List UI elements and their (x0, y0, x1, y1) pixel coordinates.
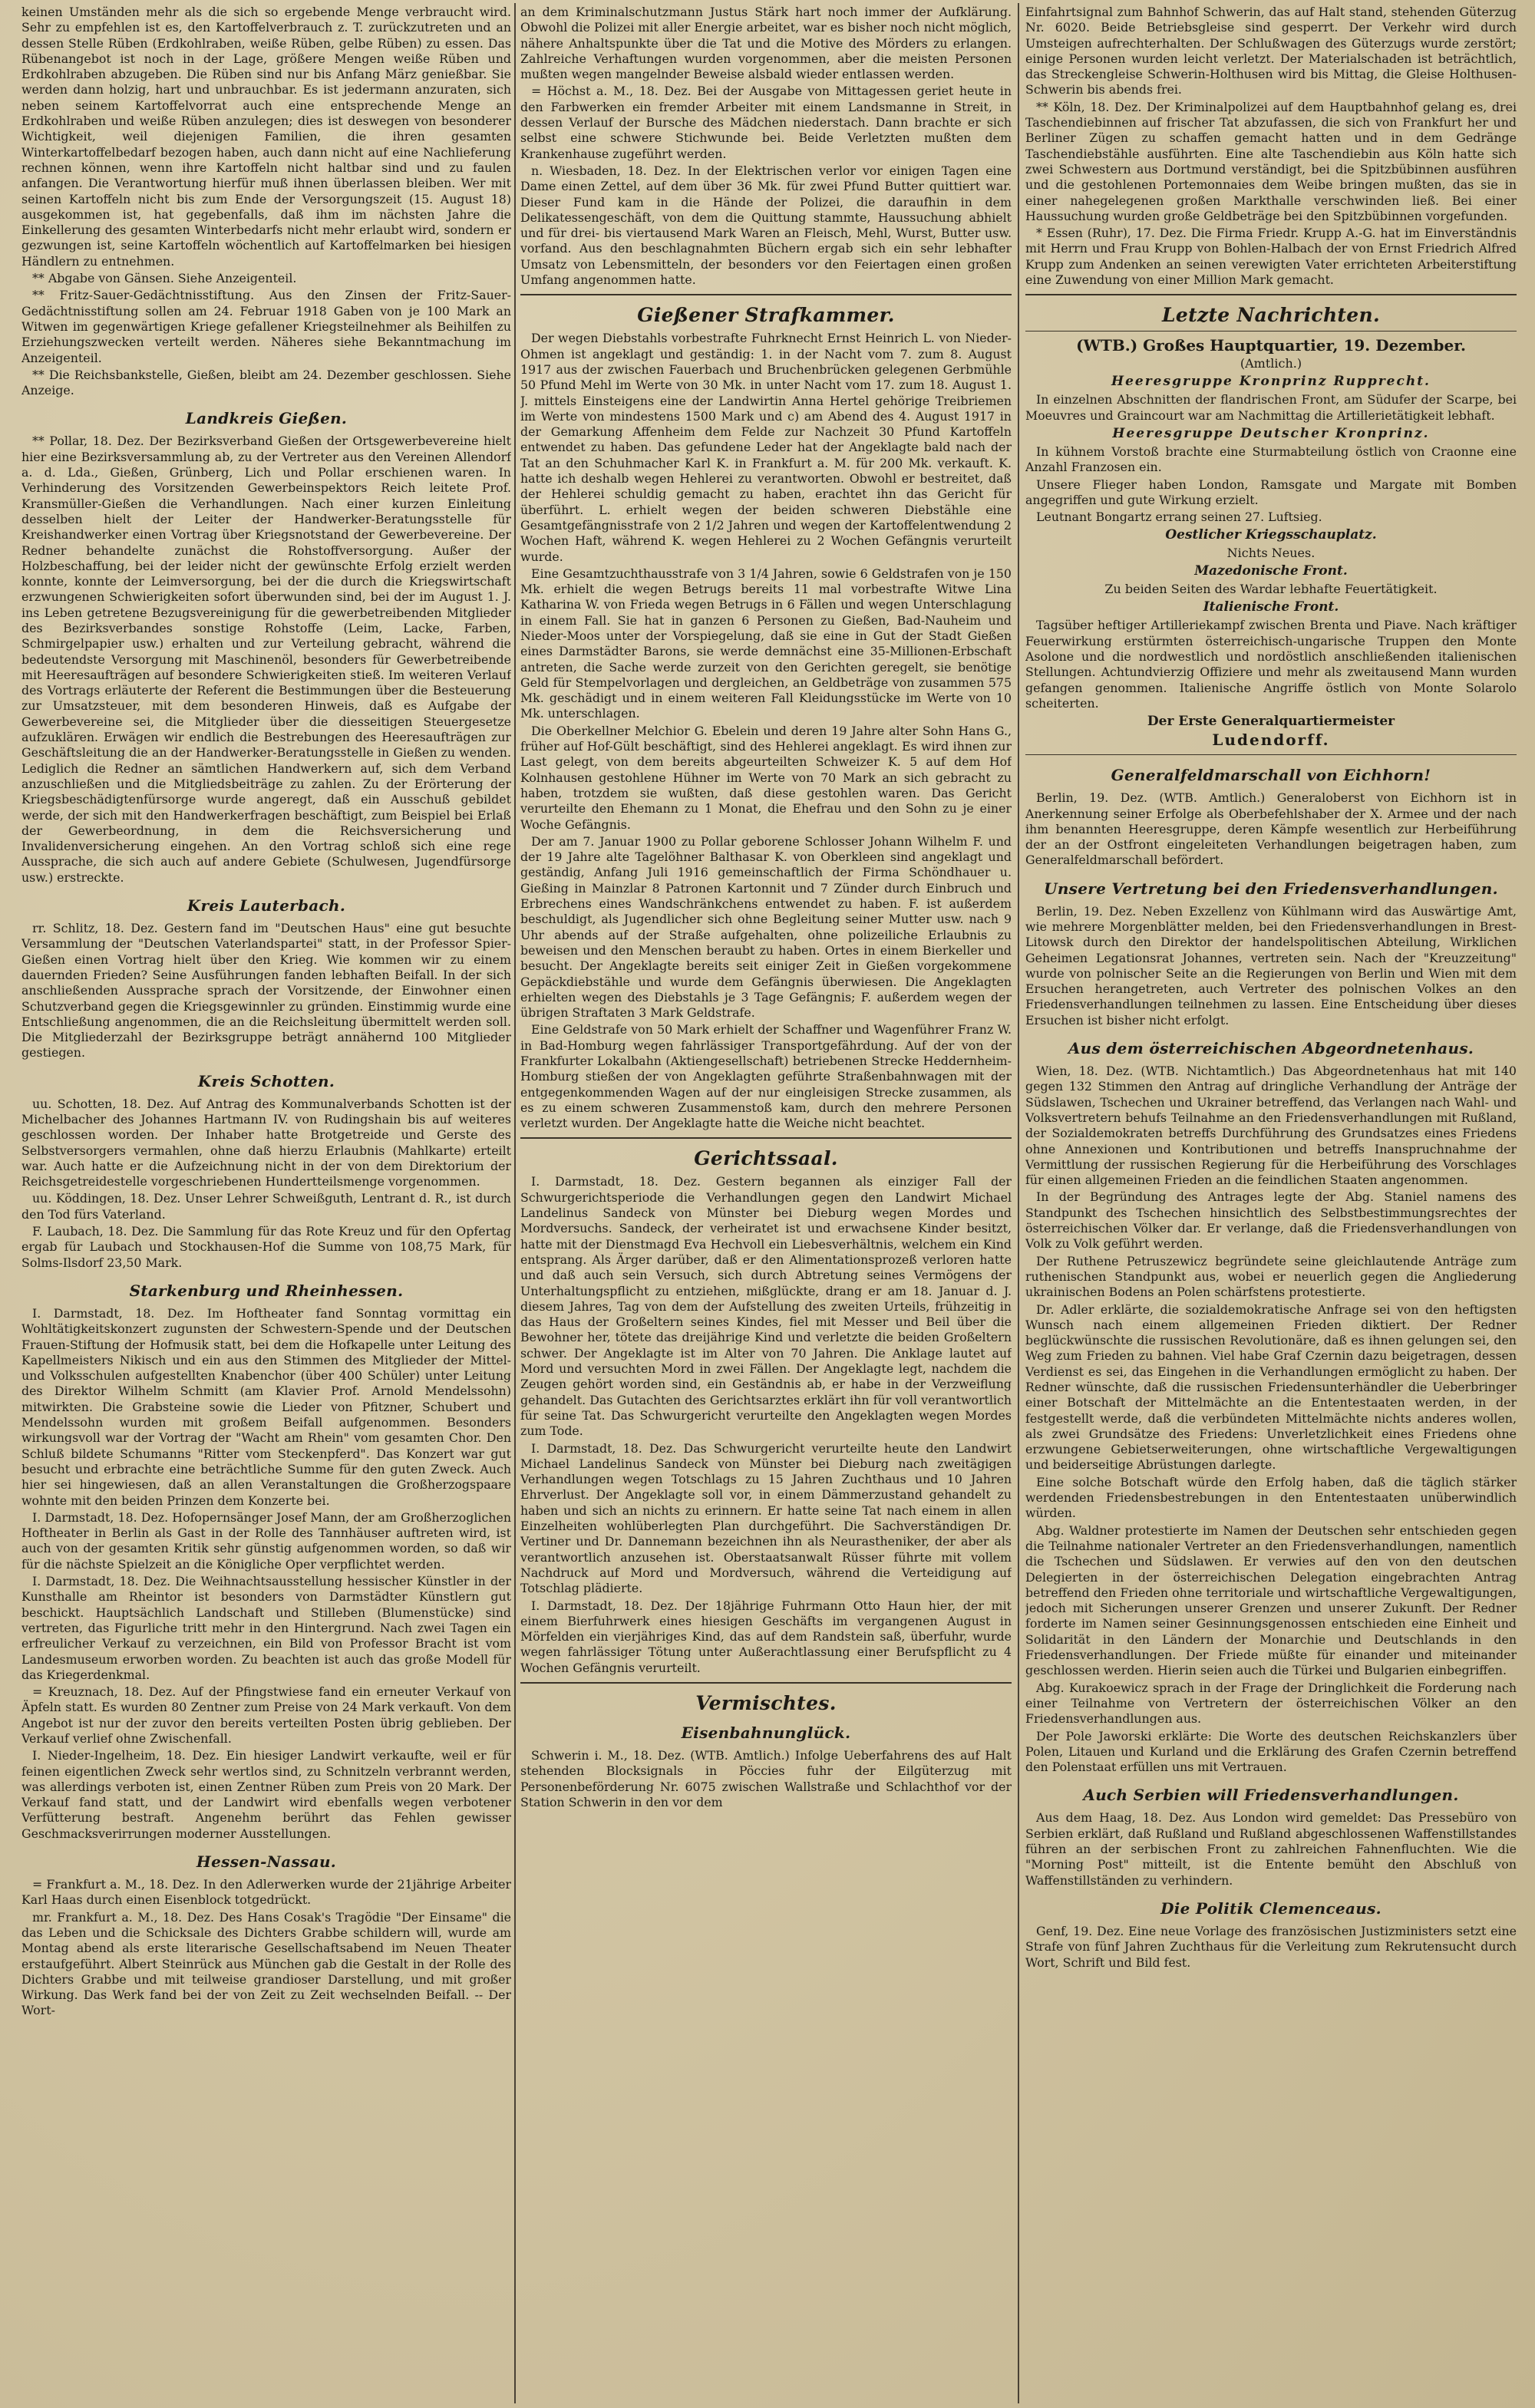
dispatch-text: Zu beiden Seiten des Wardar lebhafte Feuertätigkeit. (1104, 582, 1438, 597)
section-heading: Letzte Nachrichten. (1162, 304, 1380, 327)
article-paragraph: n. Wiesbaden, 18. Dez. In der Elektrischen verlor vor einigen Tagen eine Dame einen Zettel, auf dem über 36 Mk. für zwei Pfund Butter quittiert war. Dieser Fund kam in die Hände der Polizei, die daraufhin in dem Delikatessengeschäft, von dem die Quittung stammte, Haussuchung abhielt und für drei- bis viertausend Mark Waren an Fleisch, Mehl, Wurst, Butter usw. vorfand. Aus den beschlagnahmten Büchern ergab sich ein sehr lebhafter Umsatz von Lebensmitteln, der besonders vor den Feiertagen einen großen Umfang angenommen hatte. (520, 163, 1012, 288)
article-paragraph: Eine solche Botschaft würde den Erfolg haben, daß die täglich stärker werdenden Friedensbestrebungen in den Ententestaaten unüberwindlich würden. (1025, 1474, 1517, 1521)
article-paragraph: = Frankfurt a. M., 18. Dez. In den Adlerwerken wurde der 21jährige Arbeiter Karl Haas durch einen Eisenblock totgedrückt. (21, 1877, 511, 1908)
column-1 (21, 5, 511, 2403)
article-paragraph: * Essen (Ruhr), 17. Dez. Die Firma Friedr. Krupp A.-G. hat im Einverständnis mit Herrn und Frau Krupp von Bohlen-Halbach der von Ernst Friedrich Alfred Krupp zum Andenken an seinen verewigten Vater errichteten Arbeiterstiftung eine Zuwendung von einer Million Mark gemacht. (1025, 226, 1517, 288)
section-heading: Gerichtssaal. (694, 1147, 838, 1170)
article-paragraph: Genf, 19. Dez. Eine neue Vorlage des französischen Justizministers setzt eine Strafe von fünf Jahren Zuchthaus für die Verleitung zum Rekrutensucht durch Wort, Schrift und Bild fest. (1025, 1923, 1517, 1970)
section-divider (1025, 294, 1517, 295)
article-paragraph: ** Abgabe von Gänsen. Siehe Anzeigenteil. (32, 271, 297, 286)
column-rule (514, 3, 516, 2403)
article-paragraph: Die Oberkellner Melchior G. Ebelein und deren 19 Jahre alter Sohn Hans G., früher auf Hof-Gült beschäftigt, sind des Hehlerei angeklagt. Es wird ihnen zur Last gelegt, von dem bereits abgeurteilten Schweizer K. 5 auf dem Hof Kolnhausen gestohlene Hühner im Werte von 70 Mark an sich gebracht zu haben, trotzdem sie wußten, daß diese gestohlen waren. Das Gericht verurteilte den Ehemann zu 1 Monat, die Ehefrau und den Sohn zu je einer Woche Gefängnis. (520, 723, 1012, 832)
article-paragraph: Aus dem Haag, 18. Dez. Aus London wird gemeldet: Das Pressebüro von Serbien erklärt, daß Rußland und Rußland abgeschlossenen Waffenstillstandes führen an der serbischen Front zu zahlreichen Fahnenfluchten. Wie die "Morning Post" mitteilt, ist die Entente bemüht den Abschluß von Waffenstillständen zu verhindern. (1025, 1810, 1517, 1888)
section-divider (520, 1137, 1012, 1139)
dispatch-text: In kühnem Vorstoß brachte eine Sturmabteilung östlich von Craonne eine Anzahl Franzosen ein. (1025, 444, 1517, 475)
section-heading: Generalfeldmarschall von Eichhorn! (1111, 766, 1431, 785)
article-paragraph: ** Die Reichsbankstelle, Gießen, bleibt am 24. Dezember geschlossen. Siehe Anzeige. (21, 367, 511, 398)
article-paragraph: Berlin, 19. Dez. (WTB. Amtlich.) Generaloberst von Eichhorn ist in Anerkennung seiner Erfolge als Oberbefehlshaber der X. Armee und der nach ihm benannten Heeresgruppe, deren Kämpfe wesentlich zur Herbeiführung der an der Ostfront eingeleiteten Verhandlungen beigetragen haben, zum Generalfeldmarschall befördert. (1025, 790, 1517, 868)
article-paragraph: I. Darmstadt, 18. Dez. Das Schwurgericht verurteilte heute den Landwirt Michael Landelinus Sandeck von Münster bei Dieburg nach zweitägigen Verhandlungen wegen Totschlags zu 15 Jahren Zuchthaus und 10 Jahren Ehrverlust. Der Angeklagte soll vor, in einem Dämmerzustand gehandelt zu haben und sich an nichts zu erinnern. Er hatte seine Tat nach einem in allen Einzelheiten wohlüberlegten Plan durchgeführt. Die Sachverständigen Dr. Vertiner und Dr. Dannemann bezeichnen ihn als Neurastheniker, der aber als verantwortlich anzusehen ist. Oberstaatsanwalt Rüsser führte mit vollem Nachdruck auf Mord und Mordversuch, während die Verteidigung auf Totschlag plädierte. (520, 1440, 1012, 1596)
section-heading: Aus dem österreichischen Abgeordnetenhaus. (1068, 1039, 1474, 1058)
article-paragraph: mr. Frankfurt a. M., 18. Dez. Des Hans Cosak's Tragödie "Der Einsame" die das Leben und die Schicksale des Dichters Grabbe schildern will, wurde am Montag abend als erste literarische Gesellschaftsabend im Neuen Theater erstaufgeführt. Albert Steinrück aus München gab die Gestalt in der Rolle des Dichters Grabbe und mit teilweise grandioser Darstellung, und mit großer Wirkung. Das Werk fand bei der von Zeit zu Zeit wechselnden Beifall. -- Der Wort- (21, 1909, 511, 2018)
column-rule (1018, 3, 1019, 2403)
dispatch-text: Unsere Flieger haben London, Ramsgate und Margate mit Bomben angegriffen und gute Wirkung erzielt. (1025, 477, 1517, 507)
front-heading: Italienische Front. (1203, 599, 1339, 615)
article-paragraph: In der Begründung des Antrages legte der Abg. Staniel namens des Standpunkt des Tschechen hinsichtlich des Selbstbestimmungsrechtes der österreichischen Völker dar. Er verlange, daß die Friedensverhandlungen von Volk zu Volk geführt werden. (1025, 1189, 1517, 1252)
section-divider (520, 294, 1012, 295)
article-paragraph: an dem Kriminalschutzmann Justus Stärk hart noch immer der Aufklärung. Obwohl die Polizei mit aller Energie arbeitet, war es bisher noch nicht möglich, nähere Anhaltspunkte über die Tat und die Motive des Mörders zu erlangen. Zahlreiche Verhaftungen wurden vorgenommen, aber die meisten Personen mußten wegen mangelnder Beweise alsbald wieder entlassen werden. (520, 5, 1012, 82)
section-heading: Auch Serbien will Friedensverhandlungen. (1083, 1786, 1459, 1805)
article-paragraph: Einfahrtsignal zum Bahnhof Schwerin, das auf Halt stand, stehenden Güterzug Nr. 6020. Beide Betriebsgleise sind gesperrt. Der Verkehr wird durch Umsteigen aufrechterhalten. Der Schlußwagen des Güterzugs wurde zerstört; einige Personen wurden leicht verletzt. Der Materialschaden ist beträchtlich, das Streckengleise Schwerin-Holthusen wird bis Mittag, die Gleise Holthusen-Schwerin bis abends frei. (1025, 5, 1517, 97)
article-paragraph: Der wegen Diebstahls vorbestrafte Fuhrknecht Ernst Heinrich L. von Nieder-Ohmen ist angeklagt und geständig: 1. in der Nacht vom 7. zum 8. August 1917 aus der zwischen Fauerbach und Bruchenbrücken gelegenen Gerbmühle 50 Pfund Mehl im Werte von 30 Mk. in unter Nacht vom 17. zum 18. August 1. J. mittels Einsteigens eine der Landwirtin Anna Hertel gehörige Treibriemen im Werte von mindestens 1500 Mark und c) am Abend des 4. August 1917 in der Gemarkung Affenheim dem Felde zur Nachzeit 30 Pfund Kartoffeln entwendet zu haben. Das gefundene Leder hat der Angeklagte bald nach der Tat an den Schuhmacher Karl K. in Frankfurt a. M. für 200 Mk. verkauft. K. hatte ich deshalb wegen Hehlerei zu verantworten. Obwohl er bestreitet, daß der Hehlerei schuldig gemacht zu haben, erachtet ihn das Gericht für überführt. L. erhielt wegen der beiden schweren Diebstähle eine Gesamtgefängnisstrafe von 2 1/2 Jahren und wegen der Kartoffelentwendung 2 Wochen Haft, während K. wegen Hehlerei zu 2 Wochen Gefängnis verurteilt wurde. (520, 331, 1012, 564)
article-paragraph: uu. Schotten, 18. Dez. Auf Antrag des Kommunalverbands Schotten ist der Michelbacher des Johannes Hartmann IV. von Rudingshain bis auf weiteres geschlossen worden. Der Inhaber hatte Brotgetreide und Gerste des Selbstversorgers vermahlen, ohne daß hierzu Erlaubnis (Mahlkarte) erteilt war. Auch hatte er die Aufzeichnung nicht in der von dem Direktorium der Reichsgetreidestelle vorgeschriebenen Hundertteilsmenge vorgenommen. (21, 1096, 511, 1189)
article-paragraph: ** Fritz-Sauer-Gedächtnisstiftung. Aus den Zinsen der Fritz-Sauer-Gedächtnisstiftung sollen am 24. Februar 1918 Gaben von je 100 Mark an Witwen im gegenwärtigen Kriege gefallener Kriegsteilnehmer als Beihilfen zu Erziehungszwecken verteilt werden. Näheres siehe Bekanntmachung im Anzeigenteil. (21, 288, 511, 365)
signature-title: Der Erste Generalquartiermeister (1147, 714, 1395, 730)
section-divider (520, 1682, 1012, 1684)
section-heading: Unsere Vertretung bei den Friedensverhandlungen. (1044, 879, 1498, 898)
section-heading: Hessen-Nassau. (196, 1852, 337, 1872)
article-paragraph: Abg. Kurakoewicz sprach in der Frage der Dringlichkeit die Forderung nach einer Teilnahme von Vertretern der österreichischen Völker an den Friedensverhandlungen aus. (1025, 1680, 1517, 1727)
article-paragraph: Der Pole Jaworski erklärte: Die Worte des deutschen Reichskanzlers über Polen, Litauen und Kurland und die Erklärung des Grafen Czernin betreffend den Polenstaat erfüllen uns mit Vertrauen. (1025, 1728, 1517, 1775)
article-paragraph: = Höchst a. M., 18. Dez. Bei der Ausgabe von Mittagessen geriet heute in den Farbwerken ein fremder Arbeiter mit einem Landsmanne in Streit, in dessen Verlauf der Bursche des Mädchen niederstach. Dann brachte er sich selbst eine schwere Stichwunde bei. Beide Verletzten mußten dem Krankenhause zugeführt werden. (520, 84, 1012, 161)
article-paragraph: uu. Köddingen, 18. Dez. Unser Lehrer Schweißguth, Lentrant d. R., ist durch den Tod fürs Vaterland. (21, 1191, 511, 1222)
article-paragraph: I. Nieder-Ingelheim, 18. Dez. Ein hiesiger Landwirt verkaufte, weil er für feinen eigentlichen Zweck sehr wertlos sind, zu Schnitzeln verbrannt werden, was allerdings verboten ist, einen Zentner Rüben zum Preis von 20 Mark. Der Verkauf fand statt, und der Landwirt wird ebenfalls wegen verbotener Verfütterung bestraft. Angenehm berührt das Fehlen gewisser Geschmacksverirrungen moderner Ausstellungen. (21, 1748, 511, 1841)
dispatch-text: In einzelnen Abschnitten der flandrischen Front, am Südufer der Scarpe, bei Moeuvres und Graincourt war am Nachmittag die Artillerietätigkeit lebhaft. (1025, 392, 1517, 423)
section-heading: Kreis Lauterbach. (187, 896, 346, 915)
dispatch-text: Nichts Neues. (1226, 546, 1315, 561)
article-paragraph: I. Darmstadt, 18. Dez. Hofopernsänger Josef Mann, der am Großherzoglichen Hoftheater in Berlin als Gast in der Rolle des Tannhäuser auftreten wird, ist auch von der gesamten Kritik sehr günstig aufgenommen worden, so daß wir für die nächste Spielzeit an die Königliche Oper verpflichtet werden. (21, 1509, 511, 1572)
army-group-heading: Heeresgruppe Deutscher Kronprinz. (1112, 425, 1430, 441)
section-heading: Starkenburg und Rheinhessen. (129, 1281, 404, 1300)
dispatch-text: Tagsüber heftiger Artilleriekampf zwischen Brenta und Piave. Nach kräftiger Feuerwirkung erstürmten österreichisch-ungarische Truppen den Monte Asolone und die nordwestlich und nordöstlich anschließenden italienischen Stellungen. Achtundvierzig Offiziere und mehr als zweitausend Mann wurden gefangen genommen. Italienische Angriffe östlich von Monte Solarolo scheiterten. (1025, 618, 1517, 711)
subsection-heading: Eisenbahnunglück. (681, 1723, 851, 1742)
front-heading: Mazedonische Front. (1194, 563, 1348, 579)
article-paragraph: Eine Geldstrafe von 50 Mark erhielt der Schaffner und Wagenführer Franz W. in Bad-Homburg wegen fahrlässiger Transportgefährdung. Auf der von der Frankfurter Lokalbahn (Aktiengesellschaft) betriebenen Strecke Heddernheim-Homburg stießen der von Angeklagten geführte Straßenbahnwagen mit der entgegenkommenden Wagen auf der nur eingleisigen Strecke zusammen, als es zu einem schweren Zusammenstoß kam, durch den mehrere Personen verletzt wurden. Der Angeklagte hatte die Weiche nicht beachtet. (520, 1022, 1012, 1131)
article-paragraph: Berlin, 19. Dez. Neben Exzellenz von Kühlmann wird das Auswärtige Amt, wie mehrere Morgenblätter melden, bei den Friedensverhandlungen in Brest-Litowsk durch den Direktor der handelspolitischen Abteilung, Wirklichen Geheimen Legationsrat Johannes, vertreten sein. Nach der "Kreuzzeitung" wurde von polnischer Seite an die Regierungen von Berlin und Wien mit dem Ersuchen herangetreten, auch Vertreter des polnischen Volkes an den Friedensverhandlungen teilnehmen zu lassen. Eine Entscheidung über dieses Ersuchen ist bisher nicht erfolgt. (1025, 903, 1517, 1028)
article-paragraph: I. Darmstadt, 18. Dez. Die Weihnachtsausstellung hessischer Künstler in der Kunsthalle am Rheintor ist besonders von Darmstädter Künstlern gut beschickt. Hauptsächlich Landschaft und Stilleben (Blumenstücke) sind vertreten, das Figurliche tritt mehr in den Hintergrund. Nach zwei Tagen ein erfreulicher Verkauf zu verzeichnen, ein Bild von Professor Bracht ist vom Landesmuseum erworben worden. Zu beachten ist auch das große Modell für das Kriegerdenkmal. (21, 1574, 511, 1682)
article-paragraph: Schwerin i. M., 18. Dez. (WTB. Amtlich.) Infolge Ueberfahrens des auf Halt stehenden Blocksignals in Pöccies fuhr der Eilgüterzug mit Personenbeförderung Nr. 6075 zwischen Wallstraße und Schlachthof vor der Station Schwerin in den vor dem (520, 1747, 1012, 1809)
article-paragraph: Der am 7. Januar 1900 zu Pollar geborene Schlosser Johann Wilhelm F. und der 19 Jahre alte Tagelöhner Balthasar K. von Oberkleen sind angeklagt und geständig, Anfang Juli 1916 gemeinschaftlich der Firma Schöndhauer u. Gießing in Mainzlar 8 Patronen Kartonnit und 7 Zünder durch Einbruch und Erbrechens eines Wandschränkchens entwendet zu haben. F. ist außerdem beschuldigt, als Jugendlicher sich ohne Begleitung seiner Mutter usw. nach 9 Uhr abends auf der Straße aufgehalten, ohne polizeiliche Erlaubnis zu beweisen und den Menschen beraubt zu haben. Ortes in einem Bierkeller und besucht. Der Angeklagte bereits seit einiger Zeit in Gießen vorgekommene Gepäckdiebstähle und wurde dem Gefängnis überwiesen. Die Angeklagten erhielten wegen des Diebstahls je 3 Tage Gefängnis; F. außerdem wegen der übrigen Straftaten 3 Mark Geldstrafe. (520, 833, 1012, 1021)
section-divider (1025, 754, 1517, 755)
section-heading: Die Politik Clemenceaus. (1160, 1898, 1382, 1918)
article-paragraph: Abg. Waldner protestierte im Namen der Deutschen sehr entschieden gegen die Teilnahme nationaler Vertreter an den Friedensverhandlungen, namentlich die Tschechen und Südslawen. Er verwies auf den von den deutschen Delegierten in der österreichischen Delegation eingebrachten Antrag betreffend den Frieden ohne territoriale und wirtschaftliche Vergewaltigungen, jedoch mit Sicherungen unserer Grenzen und unserer Zukunft. Der Redner forderte im Namen seiner Gesinnungsgenossen entschieden eine Einheit und Solidarität in den Ländern der Monarchie und Deutschlands in den Friedensverhandlungen. Der Friede müßte für einander und miteinander geschlossen werden. Hierin seien auch die Türkei und Bulgarien einbegriffen. (1025, 1522, 1517, 1678)
article-paragraph: keinen Umständen mehr als die sich so ergebende Menge verbraucht wird. Sehr zu empfehlen ist es, den Kartoffelverbrauch z. T. zurückzutreten und an dessen Stelle Rüben (Erdkohlraben, weiße Rüben, gelbe Rüben) zu essen. Das Rübenangebot ist noch in der Lage, größere Mengen weiße Rüben und Erdkohlraben abzugeben. Die Rüben sind nur bis Anfang März genießbar. Sie werden dann holzig, hart und unbrauchbar. Es ist jedermann anzuraten, sich neben seinem Kartoffelvorrat auch eine entsprechende Menge an Erdkohlraben und weiße Rüben anzulegen; dies ist deswegen von besonderer Wichtigkeit, weil diejenigen Familien, die ihren gesamten Winterkartoffelbedarf bezogen haben, auch dann nicht auf eine Nachlieferung rechnen können, wenn ihre Kartoffeln nicht haltbar sind und zu faulen anfangen. Die Verantwortung hierfür muß ihnen überlassen bleiben. Wer mit seinen Kartoffeln nicht bis zum Ende der Versorgungszeit (15. August 18) ausgekommen ist, hat gegebenfalls, daß ihm im nächsten Jahre die Einkellerung des gesamten Winterbedarfs nicht mehr erlaubt wird, sondern er gezwungen ist, seine Kartoffeln wöchentlich auf Kartoffelmarken bei hiesigen Händlern zu entnehmen. (21, 5, 511, 269)
article-paragraph: I. Darmstadt, 18. Dez. Gestern begannen als einziger Fall der Schwurgerichtsperiode die Verhandlungen gegen den Landwirt Michael Landelinus Sandeck von Münster bei Dieburg wegen Mordes und Mordversuchs. Sandeck, der verheiratet ist und erwachsene Kinder besitzt, hatte mit der Dienstmagd Eva Hechvoll ein Liebesverhältnis, welchem ein Kind entsprang. Als Ärger darüber, daß er den Alimentationsprozeß verloren hatte und daß auch sein Versuch, sich durch Abtretung seines Vermögens der Unterhaltungspflicht zu entziehen, mißglückte, drang er am 18. Januar d. J. diesem Jahres, Tag von dem der Aufstellung des zweiten Urteils, frühzeitig in das Haus der Großeltern seines Kindes, fiel mit Messer und Beil über die Bewohner her, tötete das dreijährige Kind und verletzte die beiden Großeltern schwer. Der Angeklagte ist im Alter von 70 Jahren. Die Anklage lautet auf Mord und versuchten Mord in zwei Fällen. Der Angeklagte legt, nachdem die Zeugen gehört worden sind, ein Geständnis ab, er habe in der Verzweiflung gehandelt. Das Gutachten des Gerichtsarztes erklärt ihn für voll verantwortlich für seine Tat. Das Schwurgericht verurteilte den Angeklagten wegen Mordes zum Tode. (520, 1174, 1012, 1439)
article-paragraph: Der Ruthene Petruszewicz begründete seine gleichlautende Anträge zum ruthenischen Standpunkt aus, wobei er neuerlich gegen die Angliederung ukrainischen Bodens an Polen schärfstens protestierte. (1025, 1253, 1517, 1300)
section-heading: Gießener Strafkammer. (637, 304, 895, 327)
article-paragraph: ** Köln, 18. Dez. Der Kriminalpolizei auf dem Hauptbahnhof gelang es, drei Taschendiebinnen auf frischer Tat abzufassen, die sich von Frankfurt her und Berliner Zügen zu schaffen gemacht hatten und in dem Gedränge Taschendiebstähle ausführten. Eine alte Taschendiebin aus Köln hatte sich zwei Schwestern aus Dortmund verständigt, bei die Spitzbübinnen ausführen und die gestohlenen Portemonnaies dem Weibe bringen mußten, das sie in einer nahegelegenen großen Markthalle verschwinden ließ. Bei einer Haussuchung wurden große Geldbeträge bei den Spitzbübinnen vorgefunden. (1025, 99, 1517, 223)
dispatch-text: Leutnant Bongartz errang seinen 27. Luftsieg. (1036, 510, 1322, 525)
army-group-heading: Heeresgruppe Kronprinz Rupprecht. (1111, 374, 1431, 390)
article-paragraph: rr. Schlitz, 18. Dez. Gestern fand im "Deutschen Haus" eine gut besuchte Versammlung der "Deutschen Vaterlandspartei" statt, in der Professor Spier-Gießen einen Vortrag hielt über den Krieg. Wie kommen wir zu einem dauernden Frieden? Seine Ausführungen fanden lebhaften Beifall. In der sich anschließenden Aussprache sprach der Vorsitzende, der Einwohner einen Schutzverband gegen die Kriegsgewinnler zu gründen. Einstimmig wurde eine Entschließung angenommen, die an die Reichsleitung übermittelt werden soll. Die Mitgliederzahl der Bezirksgruppe beträgt annähernd 100 Mitglieder gestiegen. (21, 921, 511, 1061)
article-paragraph: Eine Gesamtzuchthausstrafe von 3 1/4 Jahren, sowie 6 Geldstrafen von je 150 Mk. erhielt die wegen Betrugs bereits 11 mal vorbestrafte Witwe Lina Katharina W. von Frieda wegen Betrugs in 6 Fällen und wegen Unterschlagung in einem Fall. Sie hat in ganzen 6 Personen zu Gießen, Bad-Nauheim und Nieder-Moos unter der Vorspiegelung, daß sie eine in Gut der Stadt Gießen eines Darmstädter Barons, sie werde demnächst eine 35-Millionen-Erbschaft antreten, die Sache werde zurzeit von den Gerichten geregelt, sie benötige Geld für Stempelvorlagen und dergleichen, an Geldbeträge von zusammen 575 Mk. geschädigt und in einem weiteren Fall Kleidungsstücke im Werte von 10 Mk. unterschlagen. (520, 566, 1012, 721)
article-paragraph: I. Darmstadt, 18. Dez. Im Hoftheater fand Sonntag vormittag ein Wohltätigkeitskonzert zugunsten der Schwestern-Spende und der Deutschen Frauen-Stiftung der Hofmusik statt, bei dem die Hofkapelle unter Leitung des Kapellmeisters Nikisch und ein aus den Stimmen des Mitglieder der Mittel- und Volksschulen aufgestellten Knabenchor (über 400 Schüler) unter Leitung des Direktor Wilhelm Schmitt (am Klavier Prof. Arnold Mendelssohn) mitwirkten. Die Grabsteine sowie die Lieder von Pfitzner, Schubert und Mendelssohn wurden mit großem Beifall aufgenommen. Besonders wirkungsvoll war der Vortrag der "Wacht am Rhein" vom gesamten Chor. Den Schluß bildete Schumanns "Ritter vom Steckenpferd". Das Konzert war gut besucht und erbrachte eine beträchtliche Summe für den guten Zweck. Auch hier sei hingewiesen, daß an allen Veranstaltungen die Großherzogspaare wohnte mit den beiden Prinzen dem Konzerte bei. (21, 1305, 511, 1508)
article-paragraph: F. Laubach, 18. Dez. Die Sammlung für das Rote Kreuz und für den Opfertag ergab für Laubach und Stockhausen-Hof die Summe von 108,75 Mark, für Solms-Ilsdorf 23,50 Mark. (21, 1224, 511, 1270)
front-heading: Oestlicher Kriegsschauplatz. (1165, 527, 1377, 543)
section-heading: Kreis Schotten. (197, 1071, 335, 1090)
article-paragraph: ** Pollar, 18. Dez. Der Bezirksverband Gießen der Ortsgewerbevereine hielt hier eine Bezirksversammlung ab, zu der Vertreter aus den Vereinen Allendorf a. d. Lda., Gießen, Grünberg, Lich und Pollar erschienen waren. In Verhinderung des Vorsitzenden Gewerbeinspektors Reich leitete Prof. Kransmüller-Gießen die Verhandlungen. Nach einer kurzen Einleitung desselben hielt der Leiter der Handwerker-Beratungsstelle für Kreishandwerker einen Vortrag über Kriegsnotstand der Gewerbevereine. Der Redner behandelte zunächst die Rohstoffversorgung. Außer der Holzbeschaffung, bei der leider nicht der gewünschte Erfolg erzielt werden konnte, konnte der Leimversorgung, bei der die durch die Kriegswirtschaft erzwungenen Schwierigkeiten sofort überwunden sind, bei der im August 1. J. ins Leben getretene Bezugsvereinigung für die gewerbetreibenden Mitglieder des Bezirksverbandes sonstige Rohstoffe (Leim, Lacke, Farben, Schmirgelpapier usw.) erhalten und zur Verteilung gebracht, während die bedeutendste Versorgung mit Maschinenöl, besonders für Gewerbetreibende mit Heeresaufträgen auf besondere Schwierigkeiten stieß. Im weiteren Verlauf des Vortrags erläuterte der Referent die Bestimmungen über die Besteuerung zur Umsatzsteuer, mit dem besonderen Hinweis, daß es Aufgabe der Gewerbevereine sei, die Mitglieder über die diesseitigen Steuergesetze aufzuklären. Erwägen wir endlich die Bestrebungen des Heeresaufträgen zur Geschäftsleitung die an der Handwerker-Beratungsstelle in Gießen zu wenden. Lediglich die Redner an sämtlichen Handwerkern auf, sich dem Verband anzuschließen und die Mitgliedsbeiträge zu zahlen. Zu der Erörterung der Kriegsbeschädigtenfürsorge wurde angeregt, daß ein Ausschuß gebildet werde, der sich mit den Handwerkerfragen beschäftigt, zum Beispiel bei Erlaß der Gewerbeordnung, in dem die Reichsversicherung und Invalidenversicherung eingehen. An den Vortrag schloß sich eine rege Aussprache, die sich auch auf andere Gebiete (Schulwesen, Jugendfürsorge usw.) erstreckte. (21, 434, 511, 885)
column-2 (520, 5, 1012, 2403)
article-paragraph: Dr. Adler erklärte, die sozialdemokratische Anfrage sei von den heftigsten Wunsch nach einem allgemeinen Frieden diktiert. Der Redner beglückwünschte die russischen Revolutionäre, daß es ihnen gelungen sei, den Weg zum Frieden zu bahnen. Viel habe Graf Czernin dazu beigetragen, dessen Verdienst es sei, das Eingehen in die Verhandlungen ermöglicht zu haben. Der Redner wünschte, daß die russischen Friedensunterhändler die Ueberbringer einer Botschaft der Mittelmächte an die Ententestaaten werden, in der festgestellt werde, daß die verbündeten Mittelmächte nichts anderes wollen, als zwei Grundsätze des Friedens: Unverletzlichkeit eines Friedens ohne erzwungene Gebietserweiterungen, ohne wirtschaftliche Vergewaltigungen und beiderseitige Abrüstungen darlegte. (1025, 1301, 1517, 1473)
column-3 (1025, 5, 1517, 2403)
dispatch-header: (WTB.) Großes Hauptquartier, 19. Dezember. (1076, 336, 1466, 355)
section-heading: Landkreis Gießen. (185, 409, 348, 428)
dispatch-source: (Amtlich.) (1240, 356, 1302, 371)
section-divider (1025, 331, 1517, 332)
article-paragraph: = Kreuznach, 18. Dez. Auf der Pfingstwiese fand ein erneuter Verkauf von Äpfeln statt. Es wurden 80 Zentner zum Preise von 24 Mark verkauft. Von dem Angebot ist nur der zuvor den bereits verteilten Posten übrig geblieben. Der Verkauf verlief ohne Zwischenfall. (21, 1684, 511, 1746)
section-heading: Vermischtes. (695, 1691, 837, 1714)
article-paragraph: I. Darmstadt, 18. Dez. Der 18jährige Fuhrmann Otto Haun hier, der mit einem Bierfuhrwerk eines hiesigen Geschäfts im vergangenen August in Mörfelden ein vierjähriges Kind, das auf dem Randstein saß, überfuhr, wurde wegen fahrlässiger Tötung unter Außerachtlassung einer Berufspflicht zu 4 Wochen Gefängnis verurteilt. (520, 1598, 1012, 1675)
signature-name: Ludendorff. (1212, 731, 1330, 750)
article-paragraph: Wien, 18. Dez. (WTB. Nichtamtlich.) Das Abgeordnetenhaus hat mit 140 gegen 132 Stimmen den Antrag auf dringliche Verhandlung der Anträge der Südslawen, Tschechen und Ukrainer betreffend, das Verlangen nach Wahl- und Volksvertretern behufs Teilnahme an den Friedensverhandlungen mit Rußland, der Sozialdemokraten betreffs Durchführung des Grundsatzes eines Friedens ohne Annexionen und Kontributionen und betreffs Inanspruchnahme der Vermittlung der russischen Regierung für die Herbeiführung des Vorschlages für einen allgemeinen Frieden an die feindlichen Staaten angenommen. (1025, 1064, 1517, 1188)
